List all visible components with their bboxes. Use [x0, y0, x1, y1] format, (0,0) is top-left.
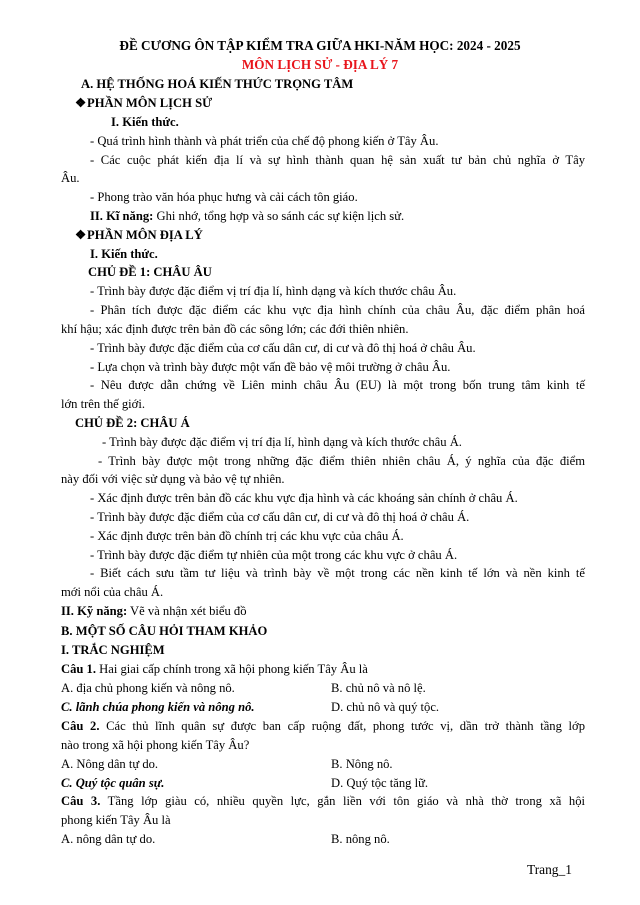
question-1-option-b: B. chủ nô và nô lệ. — [331, 681, 426, 695]
question-2-line: nào trong xã hội phong kiến Tây Âu? — [61, 738, 250, 752]
topic2-line: - Xác định được trên bản đồ các khu vực địa hình và các khoáng sản chính ở châu Á. — [90, 491, 518, 505]
topic1-line: khí hậu; xác định được trên bản đồ các sông lớn; các đới thiên nhiên. — [61, 322, 409, 336]
topic2-heading: CHỦ ĐỀ 2: CHÂU Á — [75, 416, 190, 430]
page-number: Trang_1 — [527, 862, 572, 877]
section-b-subheading: I. TRẮC NGHIỆM — [61, 643, 165, 657]
question-2-option-b: B. Nông nô. — [331, 757, 393, 771]
topic1-line: - Lựa chọn và trình bày được một vấn đề bảo vệ môi trường ở châu Âu. — [90, 360, 451, 374]
question-3: Câu 3. Tầng lớp giàu có, nhiều quyền lực, gắn liền với tôn giáo và nhà thờ trong xã hội — [61, 794, 585, 808]
question-1-option-c: C. lãnh chúa phong kiến và nông nô. — [61, 700, 255, 714]
topic1-line: lớn trên thế giới. — [61, 397, 145, 411]
question-2-option-a: A. Nông dân tự do. — [61, 757, 159, 771]
history-item: - Quá trình hình thành và phát triển của chế độ phong kiến ở Tây Âu. — [90, 134, 439, 148]
topic2-line: mới nổi của châu Á. — [61, 585, 164, 599]
section-a-heading: A. HỆ THỐNG HOÁ KIẾN THỨC TRỌNG TÂM — [81, 77, 354, 91]
document-subtitle: MÔN LỊCH SỬ - ĐỊA LÝ 7 — [241, 57, 399, 72]
question-3-option-b: B. nông nô. — [331, 832, 390, 846]
question-1-option-d: D. chủ nô và quý tộc. — [331, 700, 440, 714]
question-2-option-c: C. Quý tộc quân sự. — [61, 776, 165, 790]
topic1-line: - Phân tích được đặc điểm các khu vực địa hình chính của châu Âu, đặc điểm phân hoá — [90, 303, 585, 317]
diamond-bullet-icon: ❖ — [75, 96, 87, 110]
question-2: Câu 2. Các thủ lĩnh quân sự được ban cấp ruộng đất, phong tước vị, dần trở thành tầng lớp — [61, 719, 585, 733]
topic2-line: này đối với việc sử dụng và bảo vệ tự nhiên. — [61, 472, 285, 486]
question-3-option-a: A. nông dân tự do. — [61, 832, 156, 846]
history-item: Âu. — [61, 171, 80, 185]
question-2-option-d: D. Quý tộc tăng lữ. — [331, 776, 429, 790]
question-1: Câu 1. Hai giai cấp chính trong xã hội phong kiến Tây Âu là — [61, 662, 368, 676]
topic1-heading: CHỦ ĐỀ 1: CHÂU ÂU — [88, 265, 212, 279]
topic1-line: - Nêu được dẫn chứng về Liên minh châu Âu (EU) là một trong bốn trung tâm kinh tế — [90, 378, 585, 392]
history-skills: II. Kĩ năng: Ghi nhớ, tổng hợp và so sánh các sự kiện lịch sử. — [90, 209, 405, 223]
history-item: - Phong trào văn hóa phục hưng và cải cách tôn giáo. — [90, 190, 358, 204]
geography-heading: ❖PHẦN MÔN ĐỊA LÝ — [75, 228, 203, 242]
question-1-option-a: A. địa chủ phong kiến và nông nô. — [61, 681, 235, 695]
history-heading: ❖PHẦN MÔN LỊCH SỬ — [75, 96, 213, 110]
topic2-line: - Trình bày được một trong những đặc điểm thiên nhiên châu Á, ý nghĩa của đặc điểm — [98, 454, 585, 468]
history-knowledge-heading: I. Kiến thức. — [111, 115, 179, 129]
topic1-line: - Trình bày được đặc điểm vị trí địa lí, hình dạng và kích thước châu Âu. — [90, 284, 457, 298]
diamond-bullet-icon: ❖ — [75, 228, 87, 242]
topic2-line: - Xác định được trên bản đồ chính trị các khu vực của châu Á. — [90, 529, 404, 543]
section-b-heading: B. MỘT SỐ CÂU HỎI THAM KHẢO — [61, 624, 268, 638]
topic2-line: - Biết cách sưu tầm tư liệu và trình bày về một trong các nền kinh tế lớn và nền kinh tế — [90, 566, 585, 580]
geography-skills: II. Kỹ năng: Vẽ và nhận xét biểu đồ — [61, 604, 247, 618]
topic1-line: - Trình bày được đặc điểm của cơ cấu dân cư, di cư và đô thị hoá ở châu Âu. — [90, 341, 476, 355]
geography-knowledge-heading: I. Kiến thức. — [90, 247, 158, 261]
topic2-line: - Trình bày được đặc điểm tự nhiên của một trong các khu vực ở châu Á. — [90, 548, 458, 562]
document-title: ĐỀ CƯƠNG ÔN TẬP KIỂM TRA GIỮA HKI-NĂM HỌC: 2024 - 2025 — [119, 38, 521, 53]
topic2-line: - Trình bày được đặc điểm của cơ cấu dân cư, di cư và đô thị hoá ở châu Á. — [90, 510, 470, 524]
topic2-line: - Trình bày được đặc điểm vị trí địa lí, hình dạng và kích thước châu Á. — [102, 435, 462, 449]
history-item: - Các cuộc phát kiến địa lí và sự hình thành quan hệ sản xuất tư bản chủ nghĩa ở Tây — [90, 153, 585, 167]
question-3-line: phong kiến Tây Âu là — [61, 813, 171, 827]
